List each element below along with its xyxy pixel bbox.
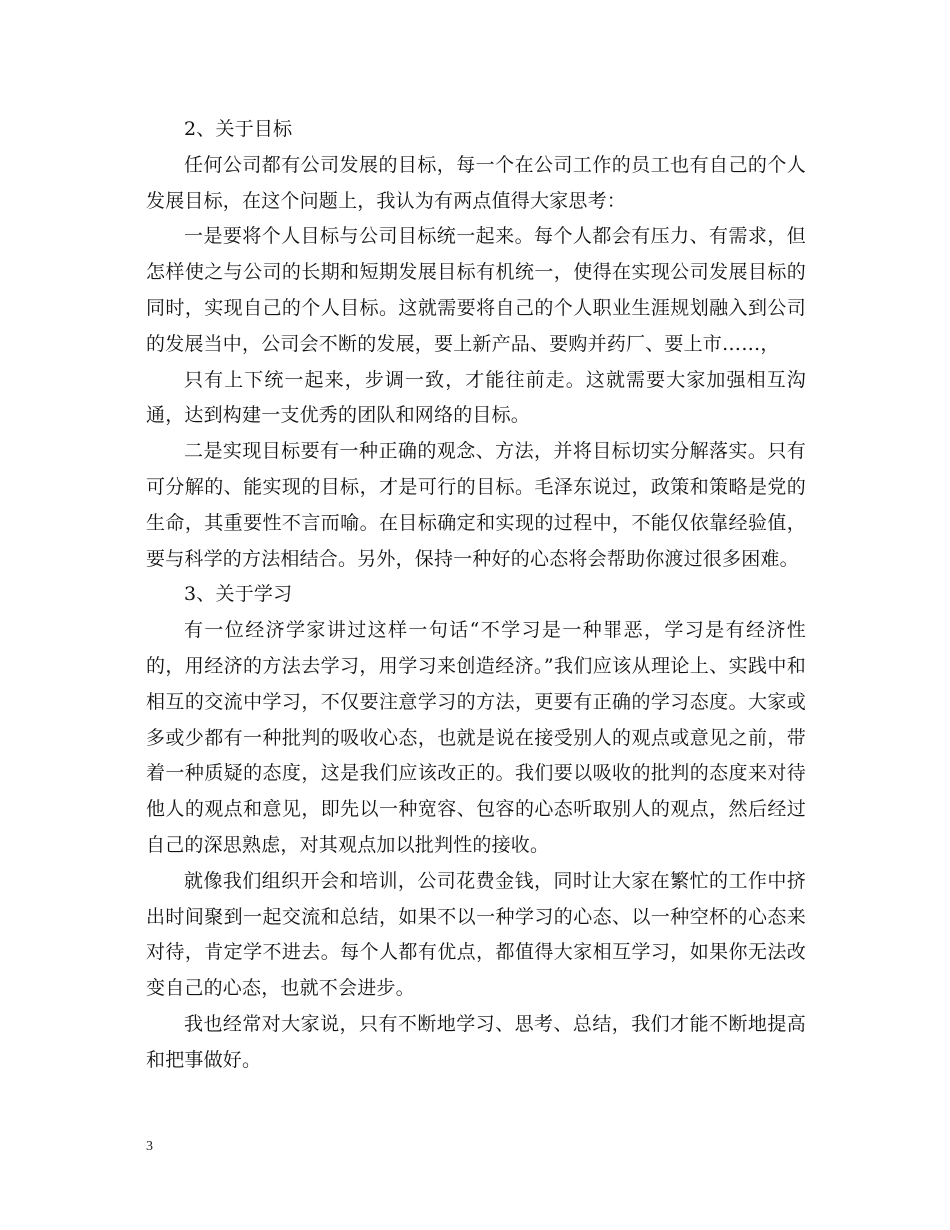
section-heading-goals: 2、关于目标 — [184, 118, 293, 140]
paragraph: 只有上下统一起来，步调一致，才能往前走。这就需要大家加强相互沟通，达到构建一支优秀的团队和网络的目标。 — [146, 368, 806, 427]
paragraph: 二是实现目标要有一种正确的观念、方法，并将目标切实分解落实。只有可分解的、能实现的目标，才是可行的目标。毛泽东说过，政策和策略是党的生命，其重要性不言而喻。在目标确定和实现的过程中，不能仅依靠经验值，要与科学的方法相结合。另外，保持一种好的心态将会帮助你渡过很多困难。 — [146, 440, 806, 570]
paragraph: 有一位经济学家讲过这样一句话“不学习是一种罪恶，学习是有经济性的，用经济的方法去学习，用学习来创造经济。”我们应该从理论上、实践中和相互的交流中学习，不仅要注意学习的方法，更要有正确的学习态度。大家或多或少都有一种批判的吸收心态，也就是说在接受别人的观点或意见之前，带着一种质疑的态度，这是我们应该改正的。我们要以吸收的批判的态度来对待他人的观点和意见，即先以一种宽容、包容的心态听取别人的观点，然后经过自己的深思熟虑，对其观点加以批判性的接收。 — [146, 619, 806, 856]
document-body — [146, 112, 806, 1079]
paragraph: 就像我们组织开会和培训，公司花费金钱，同时让大家在繁忙的工作中挤出时间聚到一起交流和总结，如果不以一种学习的心态、以一种空杯的心态来对待，肯定学不进去。每个人都有优点，都值得大家相互学习，如果你无法改变自己的心态，也就不会进步。 — [146, 869, 806, 1000]
paragraph: 一是要将个人目标与公司目标统一起来。每个人都会有压力、有需求，但怎样使之与公司的长期和短期发展目标有机统一，使得在实现公司发展目标的同时，实现自己的个人目标。这就需要将自己的个人职业生涯规划融入到公司的发展当中，公司会不断的发展，要上新产品、要购并药厂、要上市……， — [146, 225, 806, 355]
paragraph: 任何公司都有公司发展的目标，每一个在公司工作的员工也有自己的个人发展目标，在这个问题上，我认为有两点值得大家思考： — [146, 153, 806, 212]
section-heading-learning: 3、关于学习 — [184, 583, 293, 606]
page-number: 3 — [146, 1139, 153, 1154]
paragraph: 我也经常对大家说，只有不断地学习、思考、总结，我们才能不断地提高和把事做好。 — [146, 1012, 806, 1071]
